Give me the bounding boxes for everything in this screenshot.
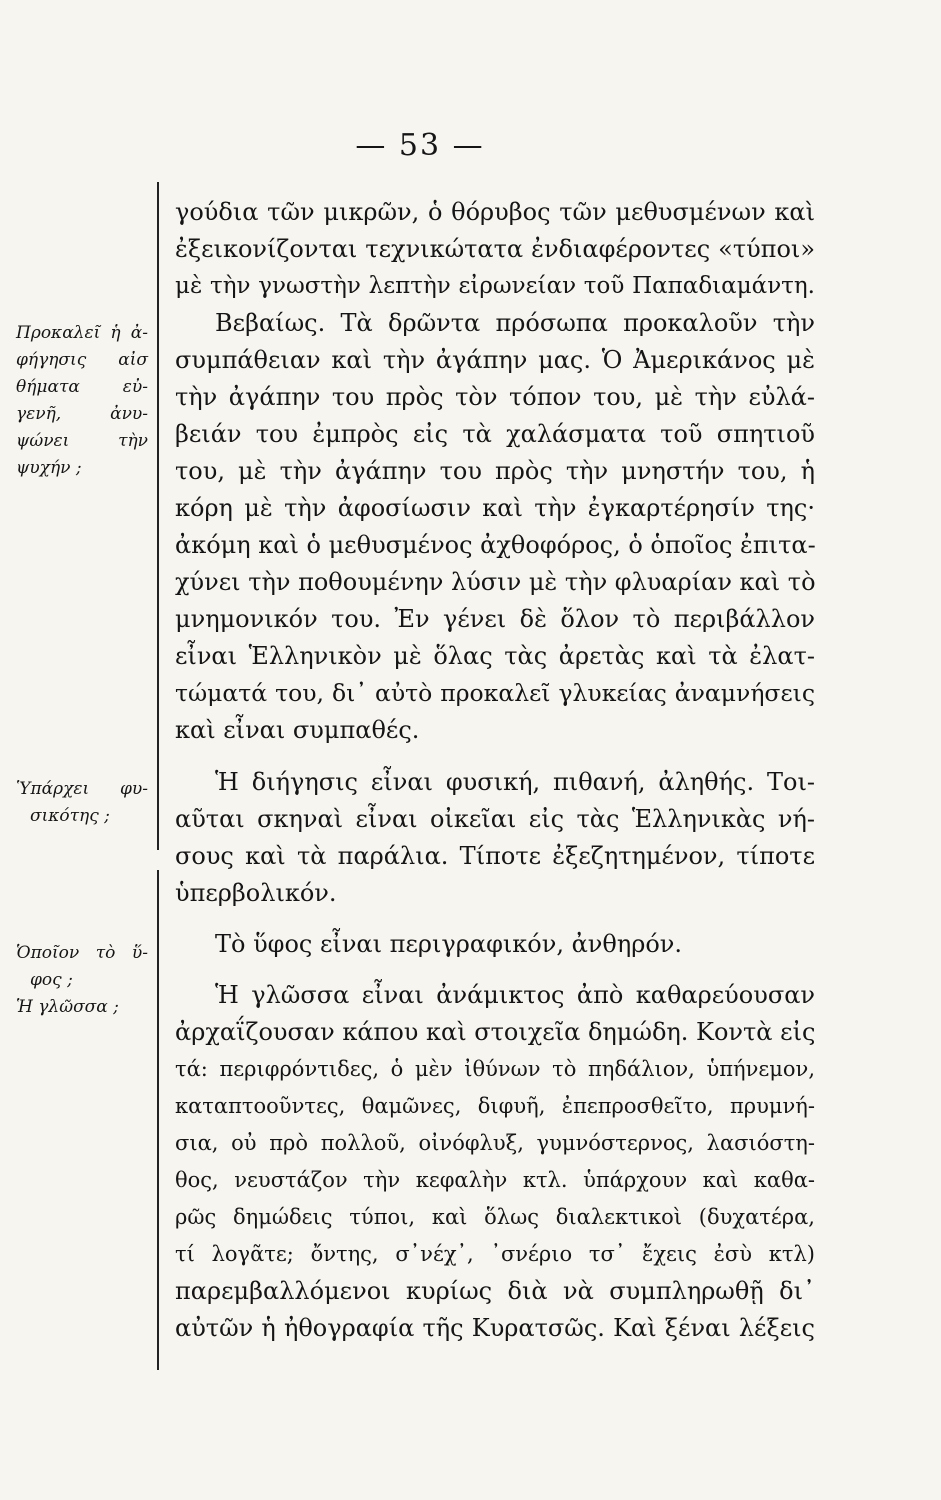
margin-note-line: Ὑπάρχει φυ- bbox=[16, 779, 148, 799]
body-text-line: χύνει τὴν ποθουμένην λύσιν μὲ τὴν φλυαρίαν καὶ τὸ bbox=[175, 568, 816, 596]
body-text-line: τί λογᾶτε; ὄντης, σ᾽νέχ᾽, ᾽σνέριο τσ᾽ ἔχεις ἐσὺ κτλ) bbox=[175, 1242, 815, 1266]
body-text-line: Βεβαίως. Τὰ δρῶντα πρόσωπα προκαλοῦν τὴν bbox=[215, 309, 815, 337]
margin-note bbox=[16, 776, 148, 830]
body-text-line: εἶναι Ἑλληνικὸν μὲ ὅλας τὰς ἀρετὰς καὶ τὰ ἐλατ- bbox=[175, 642, 815, 670]
body-text-line: ὑπερβολικόν. bbox=[175, 879, 337, 907]
body-text-line: θος, νευστάζον τὴν κεφαλὴν κτλ. ὑπάρχουν καὶ καθα- bbox=[175, 1168, 815, 1192]
body-text-line: τά: περιφρόντιδες, ὁ μὲν ἰθύνων τὸ πηδάλιον, ὑπήνεμον, bbox=[175, 1057, 815, 1081]
body-text-line: κόρη μὲ τὴν ἀφοσίωσιν καὶ τὴν ἐγκαρτέρησίν της· bbox=[175, 494, 815, 522]
margin-rule bbox=[157, 870, 159, 1370]
body-text-line: ἐξεικονίζονται τεχνικώτατα ἐνδιαφέροντες «τύποι» bbox=[175, 235, 815, 263]
margin-note-line: Προκαλεῖ ἡ ἀ- bbox=[16, 323, 148, 343]
body-text-line: καὶ εἶναι συμπαθές. bbox=[175, 716, 420, 744]
margin-note-line: ψώνει τὴν bbox=[16, 431, 148, 451]
body-text-line: τὴν ἀγάπην του πρὸς τὸν τόπον του, μὲ τὴν εὐλά- bbox=[175, 383, 815, 411]
margin-note-line: ψυχήν ; bbox=[16, 458, 82, 478]
body-text-line: Ἡ γλῶσσα εἶναι ἀνάμικτος ἀπὸ καθαρεύουσαν bbox=[215, 981, 815, 1009]
body-text-line: ἀκόμη καὶ ὁ μεθυσμένος ἀχθοφόρος, ὁ ὁποῖος ἐπιτα- bbox=[175, 531, 816, 559]
margin-note bbox=[16, 940, 148, 1021]
margin-note-line: σικότης ; bbox=[30, 806, 110, 826]
margin-note-line: Ὁποῖον τὸ ὕ- bbox=[16, 943, 148, 963]
margin-note-line: γενῆ, ἀνυ- bbox=[16, 404, 148, 424]
margin-note bbox=[16, 320, 148, 482]
body-text-line: αὐτῶν ἡ ἠθογραφία τῆς Κυρατσῶς. Καὶ ξέναι λέξεις bbox=[175, 1314, 815, 1342]
body-text-line: ἀρχαΐζουσαν κάπου καὶ στοιχεῖα δημώδη. Κοντὰ εἰς bbox=[175, 1018, 816, 1046]
body-text-line: βειάν του ἐμπρὸς εἰς τὰ χαλάσματα τοῦ σπητιοῦ bbox=[175, 420, 815, 448]
margin-note-line: φος ; bbox=[30, 970, 73, 990]
body-text-line: παρεμβαλλόμενοι κυρίως διὰ νὰ συμπληρωθῇ δι᾽ bbox=[175, 1277, 815, 1305]
body-text-line: γούδια τῶν μικρῶν, ὁ θόρυβος τῶν μεθυσμένων καὶ bbox=[175, 198, 815, 226]
body-text-line: Ἡ διήγησις εἶναι φυσική, πιθανή, ἀληθής. Τοι- bbox=[215, 768, 815, 796]
body-text-line: ρῶς δημώδεις τύποι, καὶ ὅλως διαλεκτικοὶ (δυχατέρα, bbox=[175, 1205, 815, 1229]
page-number: — 53 — bbox=[355, 128, 485, 163]
body-text-line: μνημονικόν του. Ἐν γένει δὲ ὅλον τὸ περιβάλλον bbox=[175, 605, 815, 633]
body-text-line: καταπτοοῦντες, θαμῶνες, διφυῆ, ἐπεπροσθεῖτο, πρυμνή- bbox=[175, 1094, 815, 1118]
body-text-line: μὲ τὴν γνωστὴν λεπτὴν εἰρωνείαν τοῦ Παπαδιαμάντη. bbox=[175, 273, 815, 299]
body-text-line: σια, οὐ πρὸ πολλοῦ, οἰνόφλυξ, γυμνόστερνος, λασιόστη- bbox=[175, 1131, 815, 1155]
body-text-line: συμπάθειαν καὶ τὴν ἀγάπην μας. Ὁ Ἀμερικάνος μὲ bbox=[175, 346, 815, 374]
body-text-line: αῦται σκηναὶ εἶναι οἰκεῖαι εἰς τὰς Ἑλληνικὰς νή- bbox=[175, 805, 815, 833]
margin-note-line: θήματα εὐ- bbox=[16, 377, 148, 397]
body-text-line: τώματά του, δι᾽ αὐτὸ προκαλεῖ γλυκείας ἀναμνήσεις bbox=[175, 679, 815, 707]
margin-note-line: φήγησις αἰσ bbox=[16, 350, 148, 370]
body-text-line: του, μὲ τὴν ἀγάπην του πρὸς τὴν μνηστήν του, ἡ bbox=[175, 457, 815, 485]
margin-rule bbox=[157, 182, 159, 850]
body-text-line: Τὸ ὕφος εἶναι περιγραφικόν, ἀνθηρόν. bbox=[215, 930, 682, 958]
margin-note-line: Ἡ γλῶσσα ; bbox=[16, 997, 119, 1017]
body-text-line: σους καὶ τὰ παράλια. Τίποτε ἐξεζητημένον, τίποτε bbox=[175, 842, 815, 870]
